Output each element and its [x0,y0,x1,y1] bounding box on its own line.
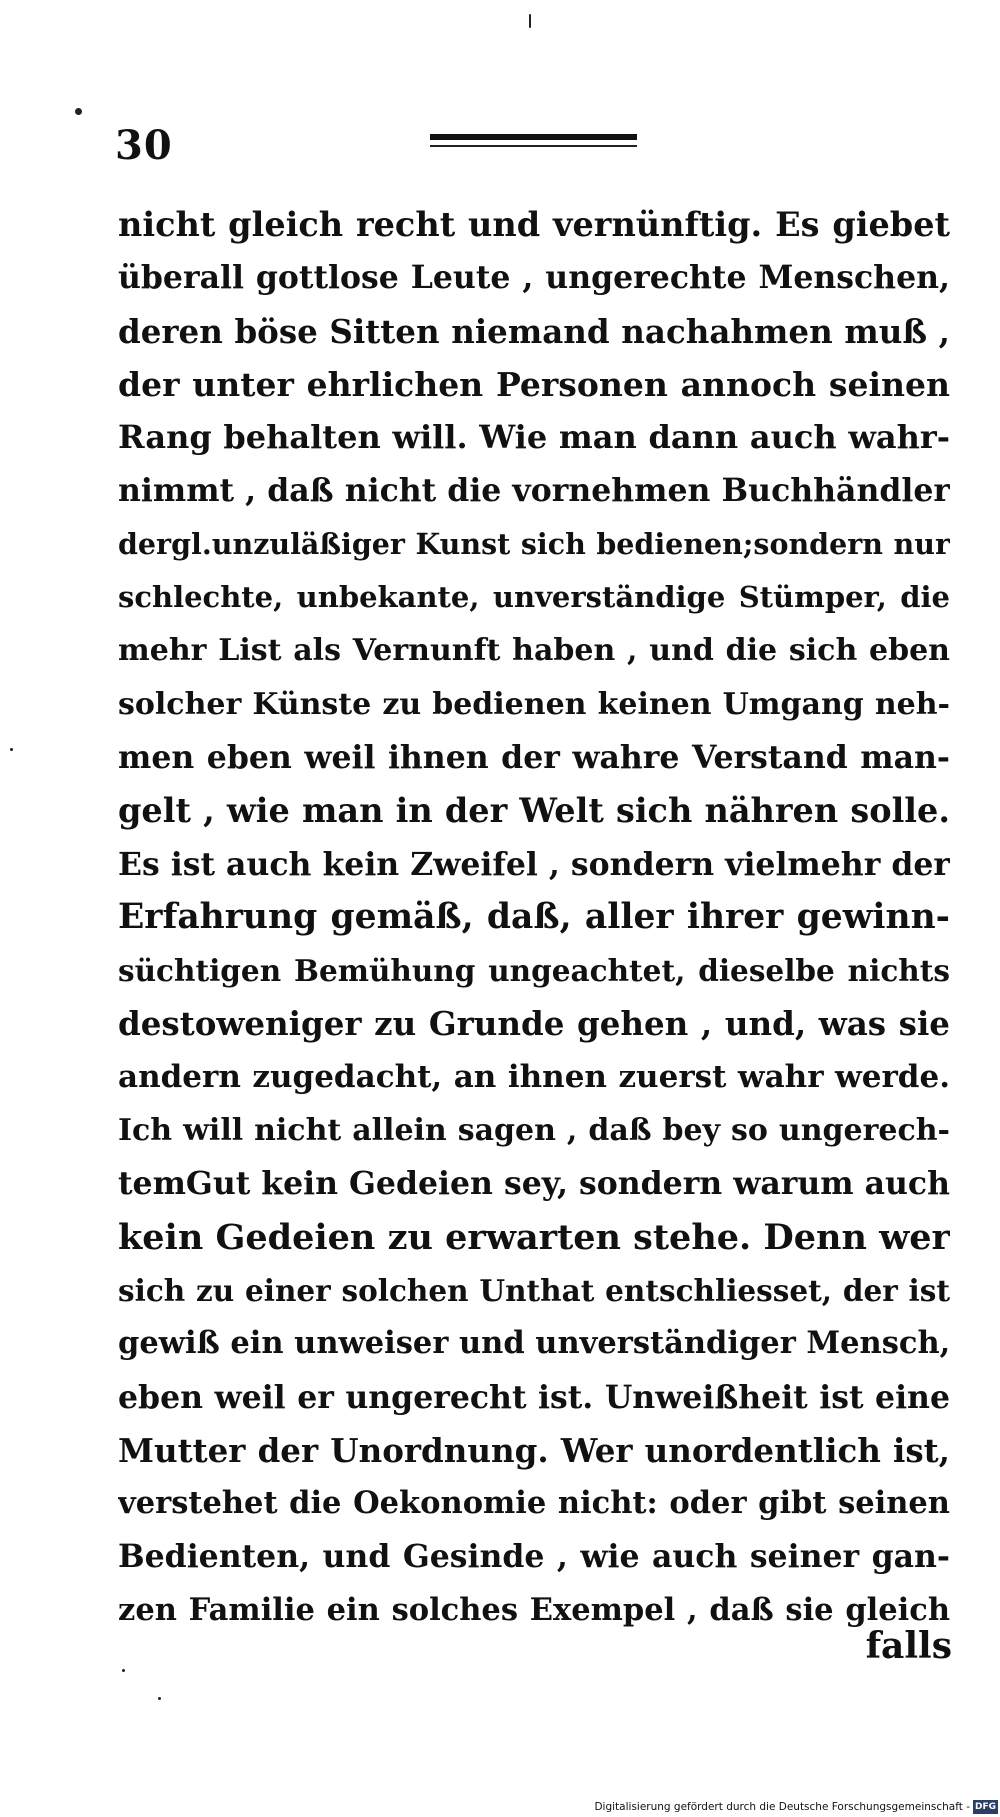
text-line: kein Gedeien zu erwarten stehe. Denn wer [118,1216,950,1258]
text-line: men eben weil ihnen der wahre Verstand man- [118,738,950,776]
text-line: andern zugedacht, an ihnen zuerst wahr werde. [118,1058,950,1095]
catchword: falls [865,1625,952,1667]
text-line: verstehet die Oekonomie nicht: oder gibt seinen [118,1485,950,1522]
digitization-footer [594,1799,998,1815]
text-line: temGut kein Gedeien sey, sondern warum auch [118,1165,950,1203]
text-line: gelt , wie man in der Welt sich nähren solle. [118,791,950,831]
text-line: Es ist auch kein Zweifel , sondern vielmehr der [118,845,950,883]
header-rule-thick [430,134,637,140]
scan-speck [529,14,531,28]
text-line: destoweniger zu Grunde gehen , und, was sie [118,1004,950,1044]
text-line: überall gottlose Leute , ungerechte Menschen, [118,259,950,297]
text-line: gewiß ein unweiser und unverständiger Mensch, [118,1325,950,1362]
scan-speck [75,108,82,115]
text-line: solcher Künste zu bedienen keinen Umgang neh- [118,686,950,722]
text-line: zen Familie ein solches Exempel , daß sie gleich [118,1591,950,1628]
header-rule [430,134,637,152]
dfg-logo: DFG [974,1802,996,1812]
body-text [118,198,950,1637]
text-line: deren böse Sitten niemand nachahmen muß , [118,311,950,351]
text-line: dergl.unzuläßiger Kunst sich bedienen;sondern nur [118,526,950,561]
text-line: Bedienten, und Gesinde , wie auch seiner gan- [118,1538,950,1576]
scan-speck [158,1697,161,1700]
text-line: nimmt , daß nicht die vornehmen Buchhändler [118,472,950,510]
scan-speck [122,1669,125,1672]
funding-credit: Digitalisierung gefördert durch die Deutsche Forschungsgemeinschaft - [594,1801,970,1813]
header-rule-thin [430,145,637,147]
text-line: nicht gleich recht und vernünftig. Es giebet [118,205,950,244]
scan-speck [10,748,13,751]
text-line: sich zu einer solchen Unthat entschliesset, der ist [118,1272,950,1308]
text-line: eben weil er ungerecht ist. Unweißheit ist eine [118,1378,950,1416]
text-line: süchtigen Bemühung ungeachtet, dieselbe nichts [118,953,950,989]
text-line: Ich will nicht allein sagen , daß bey so ungerech- [118,1113,950,1149]
text-line: Rang behalten will. Wie man dann auch wahr- [118,418,950,457]
text-line: mehr List als Vernunft haben , und die sich eben [118,633,950,669]
text-line: Erfahrung gemäß, daß, aller ihrer gewinn- [118,896,950,937]
text-line: schlechte, unbekante, unverständige Stümper, die [118,580,950,615]
text-line: der unter ehrlichen Personen annoch seinen [118,364,950,404]
text-line: Mutter der Unordnung. Wer unordentlich ist, [118,1430,950,1470]
page-number: 30 [115,122,173,169]
